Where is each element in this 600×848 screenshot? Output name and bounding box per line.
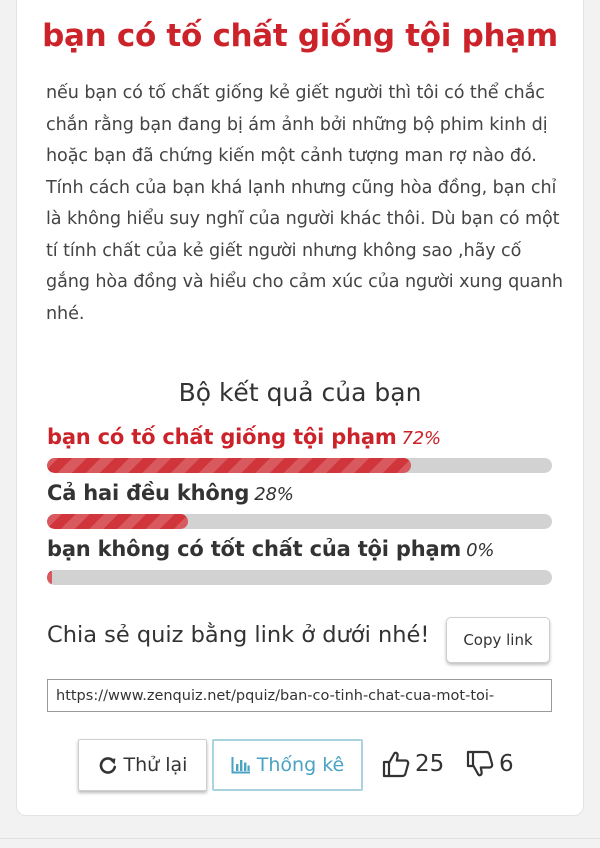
- result-progress-fill: [47, 458, 411, 473]
- result-progress-bar: [47, 570, 552, 585]
- result-description: nếu bạn có tố chất giống kẻ giết người thì tôi có thể chắc chắn rằng bạn đang bị ám ảnh bởi những bộ phim kinh dị hoặc bạn đã chứng kiến một cảnh tượng man rợ nào đó. Tính cách của bạn khá lạnh nhưng cũng hòa đồng, bạn chỉ là không hiểu suy nghĩ của người khác thôi. Dù bạn có một tí tính chất của kẻ giết người nhưng không sao ,hãy cố gắng hòa đồng và hiểu cho cảm xúc của người xung quanh nhé.: [46, 83, 563, 324]
- result-item: [47, 481, 553, 505]
- result-name: bạn không có tốt chất của tội phạm: [47, 537, 462, 561]
- stats-label: Thống kê: [256, 754, 345, 776]
- redo-icon: [98, 755, 118, 775]
- result-percent: 0%: [466, 540, 495, 561]
- result-title: bạn có tố chất giống tội phạm: [42, 18, 558, 54]
- retry-label: Thử lại: [123, 754, 188, 776]
- divider: [0, 838, 600, 839]
- result-percent: 72%: [401, 428, 441, 449]
- dislike-button[interactable]: [465, 749, 514, 779]
- thumbs-up-icon: [381, 749, 411, 779]
- result-label: [47, 425, 553, 449]
- bar-chart-icon: [231, 756, 251, 774]
- result-progress-fill: [47, 514, 188, 529]
- result-percent: 28%: [254, 484, 294, 505]
- result-label: [47, 537, 553, 561]
- like-count: 25: [415, 751, 445, 777]
- result-label: [47, 481, 553, 505]
- retry-button[interactable]: [78, 739, 207, 791]
- dislike-count: 6: [499, 751, 514, 777]
- result-name: Cả hai đều không: [47, 481, 250, 505]
- copy-link-button[interactable]: Copy link: [446, 617, 550, 663]
- result-item: [47, 425, 553, 449]
- share-link-field[interactable]: [47, 679, 552, 712]
- result-item: [47, 537, 553, 561]
- results-heading: Bộ kết quả của bạn: [178, 378, 422, 407]
- result-name: bạn có tố chất giống tội phạm: [47, 425, 397, 449]
- result-progress-bar: [47, 514, 552, 529]
- stats-button[interactable]: [212, 739, 363, 791]
- thumbs-down-icon: [465, 749, 495, 779]
- share-prompt: Chia sẻ quiz bằng link ở dưới nhé!: [47, 622, 430, 648]
- like-button[interactable]: [381, 749, 444, 779]
- result-progress-bar: [47, 458, 552, 473]
